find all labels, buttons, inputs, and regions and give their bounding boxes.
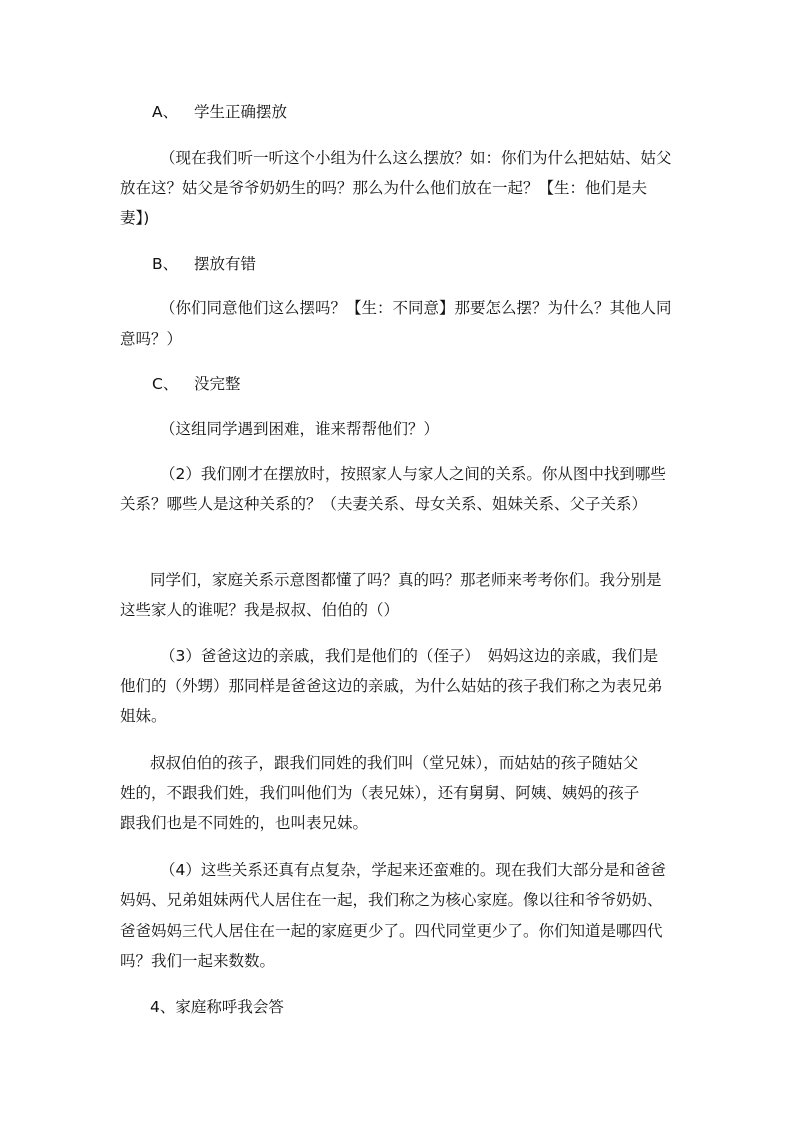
para-uncle-line-1: 叔叔伯伯的孩子，跟我们同姓的我们叫（堂兄妹），而姑姑的孩子随姑父 (150, 754, 639, 772)
item-b-marker: B、 (152, 255, 179, 273)
item-b (152, 254, 256, 274)
para-b-line-1: （你们同意他们这么摆吗？【生：不同意】那要怎么摆？为什么？其他人同 (160, 299, 672, 317)
para-quiz-line-2: 这些家人的谁呢？我是叔叔、伯伯的（） (120, 601, 400, 619)
item-a-marker: A、 (152, 103, 179, 121)
para-4-line-4: 吗？我们一起来数数。 (120, 952, 276, 970)
para-3-line-3: 姐妹。 (120, 707, 167, 725)
para-c-line-1: （这组同学遇到困难，谁来帮帮他们？） (160, 420, 440, 438)
item-c-text: 没完整 (194, 375, 241, 393)
para-2-line-1: （2）我们刚才在摆放时，按照家人与家人之间的关系。你从图中找到哪些 (160, 465, 666, 483)
para-3-line-1: （3）爸爸这边的亲戚，我们是他们的（侄子） 妈妈这边的亲戚，我们是 (160, 647, 659, 665)
para-3-line-2: 他们的（外甥）那同样是爸爸这边的亲戚，为什么姑姑的孩子我们称之为表兄弟 (120, 677, 663, 695)
para-b-line-2: 意吗？） (120, 330, 183, 348)
item-b-text: 摆放有错 (194, 255, 257, 273)
item-a (152, 102, 287, 122)
para-4-line-1: （4）这些关系还真有点复杂，学起来还蛮难的。现在我们大部分是和爸爸 (160, 861, 666, 879)
para-4-line-2: 妈妈、兄弟姐妹两代人居住在一起，我们称之为核心家庭。像以往和爷爷奶奶、 (120, 891, 663, 909)
para-quiz-line-1: 同学们，家庭关系示意图都懂了吗？真的吗？那老师来考考你们。我分别是 (150, 571, 662, 589)
item-c (152, 374, 241, 394)
para-a-line-3: 妻】) (120, 209, 150, 227)
item-a-text: 学生正确摆放 (194, 103, 288, 121)
para-a-line-2: 放在这？姑父是爷爷奶奶生的吗？那么为什么他们放在一起？【生：他们是夫 (120, 179, 648, 197)
para-uncle-line-3: 跟我们也是不同姓的，也叫表兄妹。 (120, 814, 369, 832)
para-2-line-2: 关系？哪些人是这种关系的？（夫妻关系、母女关系、姐妹关系、父子关系） (120, 495, 648, 513)
para-4-line-3: 爸爸妈妈三代人居住在一起的家庭更少了。四代同堂更少了。你们知道是哪四代 (120, 922, 663, 940)
section-4-heading: 4、家庭称呼我会答 (150, 998, 284, 1016)
item-c-marker: C、 (152, 375, 179, 393)
para-uncle-line-2: 姓的，不跟我们姓，我们叫他们为（表兄妹），还有舅舅、阿姨、姨妈的孩子 (120, 784, 640, 802)
para-a-line-1: （现在我们听一听这个小组为什么这么摆放？如：你们为什么把姑姑、姑父 (160, 149, 672, 167)
